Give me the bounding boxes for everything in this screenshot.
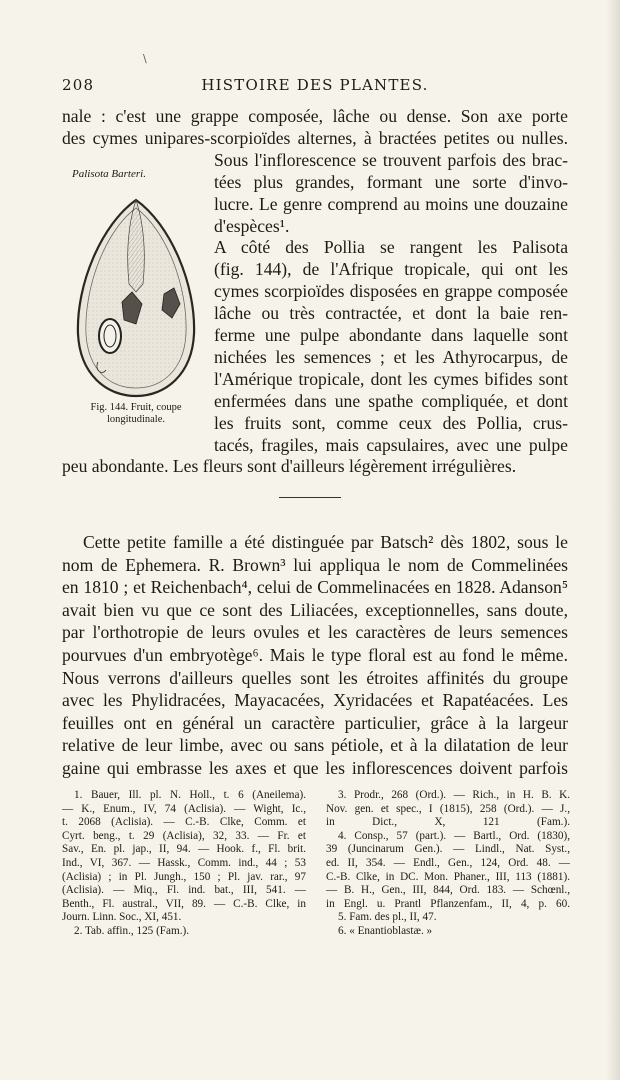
text-line: nichées les semences ; et les Athyrocarpus, de (214, 346, 568, 367)
figure-caption-line: longitudinale. (106, 414, 166, 425)
text-line: des cymes unipares-scorpioïdes alternes, à bractées petites ou nulles. (62, 127, 568, 148)
footnote-line: 5. Fam. des pl., II, 47. (338, 911, 437, 924)
running-title: HISTOIRE DES PLANTES. (201, 76, 429, 94)
text-line: avec les Phylidracées, Mayacacées, Xyridacées et Rapatéacées. Les (62, 690, 568, 711)
text-line: Nous verrons d'ailleurs quelles sont les étroites affinités du groupe (62, 667, 568, 688)
text-line: lâche ou très contractée, et dont la baie ren- (214, 303, 568, 324)
figure-caption (62, 402, 210, 426)
footnote-line: 4. Consp., 57 (part.). — Bartl., Ord. (1830), (338, 829, 570, 842)
text-line: pourvues d'un embryotège⁶. Mais le type floral est au fond le même. (62, 645, 568, 665)
text-line: d'espèces¹. (214, 215, 290, 236)
footnote-line: Benth., Fl. austral., VII, 89. — C.-B. Clke, in (62, 897, 306, 910)
text-line: tées plus grandes, formant une sorte d'invo- (214, 171, 568, 192)
text-line: tacés, fragiles, mais capsulaires, avec une pulpe (214, 434, 568, 455)
text-line: l'Amérique tropicale, dont les cymes bifides sont (214, 368, 568, 389)
text-line: peu abondante. Les fleurs sont d'ailleurs légèrement irrégulières. (62, 456, 517, 477)
text-line: les fruits sont, comme ceux des Pollia, crus- (214, 412, 568, 433)
footnote-line: — K., Enum., IV, 74 (Aclisia). — Wight, Ic., (62, 802, 306, 815)
text-line: (fig. 144), de l'Afrique tropicale, qui ont les (214, 259, 568, 280)
footnote-line: 2. Tab. affin., 125 (Fam.). (74, 925, 190, 937)
text-line: gaine qui embrasse les axes et que les inflorescences doivent parfois (62, 758, 568, 778)
footnote-line: t. 2068 (Aclisia). — C.-B. Clke, Comm. et (62, 816, 306, 829)
text-line: ferme une pulpe abondante dans laquelle sont (214, 325, 568, 345)
page-edge-shadow (606, 0, 620, 1080)
section-divider (279, 497, 341, 498)
footnote-line: 39 (Juncinarum Gen.). — Lindl., Nat. Syst., (326, 843, 570, 856)
text-line: lucre. Le genre comprend au moins une douzaine (214, 193, 568, 214)
footnote-line: C.-B. Clke, in DC. Mon. Phaner., III, 113 (1881). (326, 870, 570, 883)
figure-144 (62, 168, 210, 438)
text-line: nale : c'est une grappe composée, lâche ou dense. Son axe porte (62, 106, 568, 126)
text-line: relative de leur limbe, avec ou sans pétiole, et à la dilatation de leur (62, 735, 568, 756)
footnote-line: 1. Bauer, Ill. pl. N. Holl., t. 6 (Aneilema). (74, 789, 306, 801)
footnote-line: Nov. gen. et spec., I (1815), 258 (Ord.). — J., (326, 802, 570, 815)
text-line: avait bien vu que ce sont des Liliacées, exceptionnelles, sans doute, (62, 599, 568, 620)
footnote-line: Journ. Linn. Soc., XI, 451. (62, 911, 182, 924)
text-line: A côté des Pollia se rangent les Palisota (214, 237, 568, 258)
footnote-line: ed. II, 354. — Endl., Gen., 124, Ord. 48. — (326, 857, 570, 869)
text-line: nom de Ephemera. R. Brown³ lui appliqua le nom de Commelinées (62, 554, 568, 575)
footnote-line: in Engl. u. Prantl Pflanzenfam., II, 4, p. 60. (326, 897, 570, 910)
text-line: Cette petite famille a été distinguée par Batsch² dès 1802, sous le (83, 532, 568, 552)
text-line: en 1810 ; et Reichenbach⁴, celui de Commelinacées en 1828. Adanson⁵ (62, 577, 568, 598)
footnote-line: — B. H., Gen., III, 844, Ord. 183. — Schœnl., (326, 884, 570, 897)
footnote-line: (Aclisia). — Miq., Fl. ind. bat., III, 541. — (62, 884, 306, 897)
text-line: Sous l'inflorescence se trouvent parfois des brac- (214, 149, 568, 170)
text-line: cymes scorpioïdes disposées en grappe composée (214, 281, 568, 302)
footnote-line: Ind., VI, 367. — Hassk., Comm. ind., 44 ; 53 (62, 857, 306, 869)
text-line: feuilles ont en général un caractère particulier, grâce à la largeur (62, 712, 568, 733)
figure-caption-species: Palisota Barteri. (72, 168, 146, 180)
figure-caption-line: Fig. 144. Fruit, coupe (90, 402, 182, 413)
footnote-line: Cyrt. beng., t. 29 (Aclisia), 32, 33. — Fr. et (62, 829, 306, 842)
footnote-line: in Dict., X, 121 (Fam.). (326, 816, 570, 829)
stray-mark: \ (143, 52, 147, 65)
page-number: 208 (62, 76, 95, 94)
footnote-line: (Aclisia) ; in Pl. Jungh., 150 ; Pl. jav. rar., 97 (62, 870, 306, 883)
text-line: enfermées dans une spathe compliquée, et dont (214, 390, 568, 411)
footnote-line: 6. « Enantioblastæ. » (338, 925, 433, 937)
fruit-section-illustration (72, 194, 200, 402)
page-header (62, 76, 568, 98)
footnote-line: Sav., En. pl. jap., II, 94. — Hook. f., Fl. brit. (62, 843, 306, 856)
text-line: par l'orthotropie de leurs ovules et les caractères de leurs semences (62, 622, 568, 643)
footnote-line: 3. Prodr., 268 (Ord.). — Rich., in H. B. K. (338, 789, 570, 801)
